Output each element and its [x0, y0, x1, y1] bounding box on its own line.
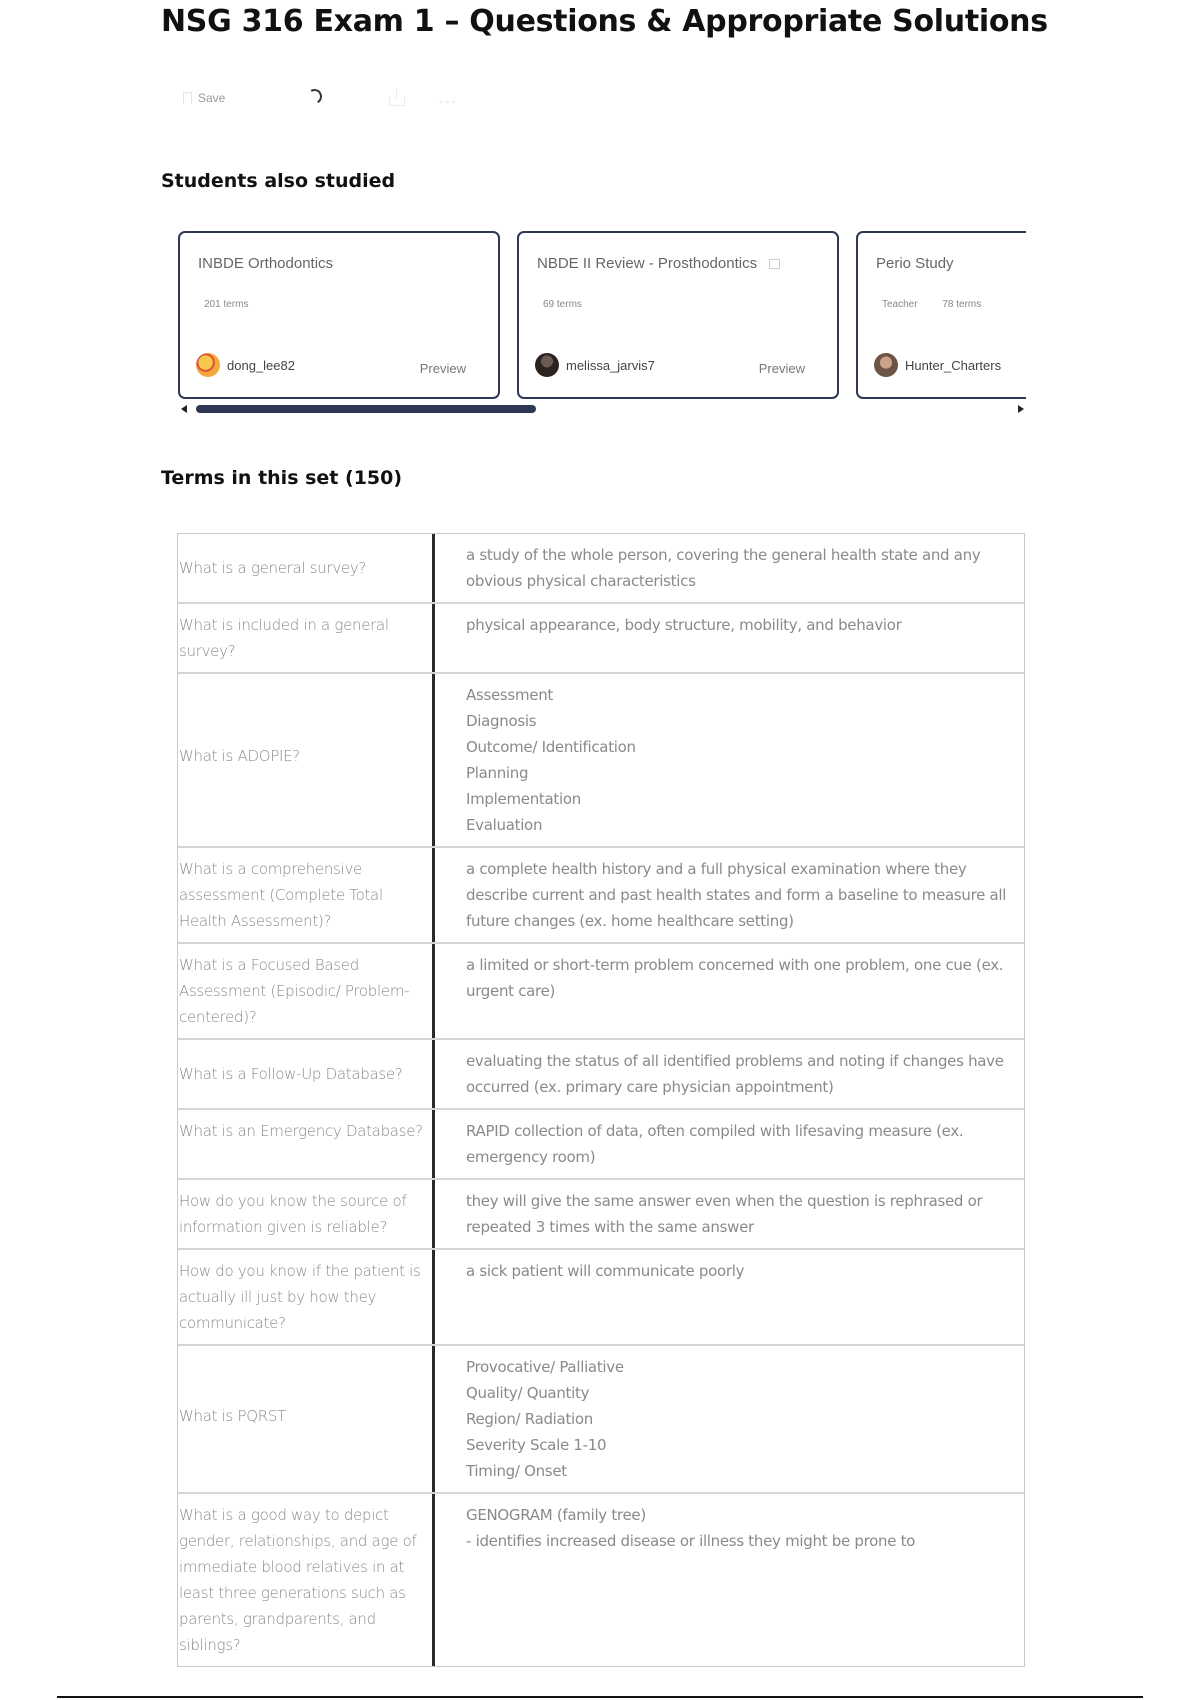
term-question: What is PQRST: [178, 1346, 435, 1492]
card-meta: [543, 299, 582, 310]
card-author[interactable]: [874, 353, 1001, 377]
term-question: How do you know if the patient is actually ill just by how they communicate?: [178, 1250, 435, 1344]
term-answer: evaluating the status of all identified problems and noting if changes have occurred (ex. primary care physician appointment): [466, 1052, 1004, 1096]
table-row: [178, 1180, 1024, 1250]
table-row: [178, 848, 1024, 944]
card-username: dong_lee82: [227, 357, 295, 373]
scroll-right-icon[interactable]: [1018, 405, 1024, 413]
scrollbar-thumb[interactable]: [196, 405, 536, 413]
preview-button[interactable]: Preview: [419, 361, 466, 376]
card-title[interactable]: Perio Study: [876, 255, 954, 272]
table-row: [178, 534, 1024, 604]
save-label: Save: [198, 91, 226, 105]
card-username: Hunter_Charters: [905, 357, 1002, 373]
card-teacher-badge: Teacher: [882, 299, 918, 310]
carousel-scrollbar[interactable]: [176, 403, 1026, 415]
toolbar: [183, 86, 458, 110]
term-answer: a complete health history and a full physical examination where they describe current and past health states and form a baseline to measure all future changes (ex. home healthcare setting): [466, 860, 1007, 930]
term-answer: a sick patient will communicate poorly: [466, 1262, 745, 1280]
card-meta: [204, 299, 248, 310]
card-title[interactable]: NBDE II Review - Prosthodontics: [537, 255, 780, 272]
study-set-card[interactable]: [178, 231, 500, 399]
term-question: How do you know the source of information given is reliable?: [178, 1180, 435, 1248]
card-author[interactable]: [196, 353, 295, 377]
scroll-left-icon[interactable]: [181, 405, 187, 413]
table-row: [178, 1346, 1024, 1494]
term-question: What is an Emergency Database?: [178, 1110, 435, 1178]
share-button[interactable]: [389, 88, 405, 106]
avatar: [535, 353, 559, 377]
card-username: melissa_jarvis7: [566, 357, 655, 373]
study-set-card[interactable]: [517, 231, 839, 399]
loading-spinner-icon: [305, 87, 323, 105]
card-terms-count: 201 terms: [204, 299, 249, 310]
term-question: What is included in a general survey?: [178, 604, 435, 672]
save-button[interactable]: [183, 91, 225, 105]
avatar: [196, 353, 220, 377]
term-question: What is a good way to depict gender, relationships, and age of immediate blood relatives in at least three generations such as parents, grandparents, and siblings?: [178, 1494, 435, 1666]
table-row: [178, 674, 1024, 848]
bookmark-icon: [183, 92, 192, 104]
term-question: What is a comprehensive assessment (Complete Total Health Assessment)?: [178, 848, 435, 942]
card-terms-count: 78 terms: [942, 299, 982, 310]
table-row: [178, 1110, 1024, 1180]
table-row: [178, 604, 1024, 674]
card-terms-count: 69 terms: [543, 299, 582, 310]
flashcards-icon: [769, 259, 780, 269]
card-title[interactable]: INBDE Orthodontics: [198, 255, 334, 272]
term-question: What is ADOPIE?: [178, 674, 435, 846]
term-answer: they will give the same answer even when the question is rephrased or repeated 3 times with the same answer: [466, 1192, 983, 1236]
page-title: NSG 316 Exam 1 – Questions & Appropriate Solutions: [161, 4, 1048, 39]
term-answer: a limited or short-term problem concerned with one problem, one cue (ex. urgent care): [466, 956, 1004, 1000]
term-answer: RAPID collection of data, often compiled with lifesaving measure (ex. emergency room): [466, 1122, 964, 1166]
term-answer: a study of the whole person, covering the general health state and any obvious physical characteristics: [466, 546, 981, 590]
page-divider: [57, 1696, 1143, 1698]
study-set-card[interactable]: [856, 231, 1026, 399]
avatar: [874, 353, 898, 377]
table-row: [178, 944, 1024, 1040]
card-meta: [882, 299, 981, 310]
more-options-icon[interactable]: •••: [439, 95, 458, 109]
table-row: [178, 1494, 1024, 1666]
term-answer: Assessment Diagnosis Outcome/ Identification Planning Implementation Evaluation: [466, 686, 636, 834]
table-row: [178, 1040, 1024, 1110]
study-sets-carousel: [176, 229, 1026, 415]
preview-button[interactable]: Preview: [758, 361, 805, 376]
terms-heading: Terms in this set (150): [161, 467, 403, 489]
card-author[interactable]: [535, 353, 655, 377]
term-question: What is a Follow-Up Database?: [178, 1040, 435, 1108]
students-also-studied-heading: Students also studied: [161, 170, 396, 192]
share-icon: [389, 96, 405, 106]
terms-table: [177, 533, 1025, 1667]
table-row: [178, 1250, 1024, 1346]
term-question: What is a Focused Based Assessment (Episodic/ Problem-centered)?: [178, 944, 435, 1038]
term-question: What is a general survey?: [178, 534, 435, 602]
term-answer: GENOGRAM (family tree) - identifies increased disease or illness they might be prone to: [466, 1506, 916, 1550]
term-answer: Provocative/ Palliative Quality/ Quantity Region/ Radiation Severity Scale 1-10 Timing/ Onset: [466, 1358, 624, 1480]
term-answer: physical appearance, body structure, mobility, and behavior: [466, 616, 902, 634]
